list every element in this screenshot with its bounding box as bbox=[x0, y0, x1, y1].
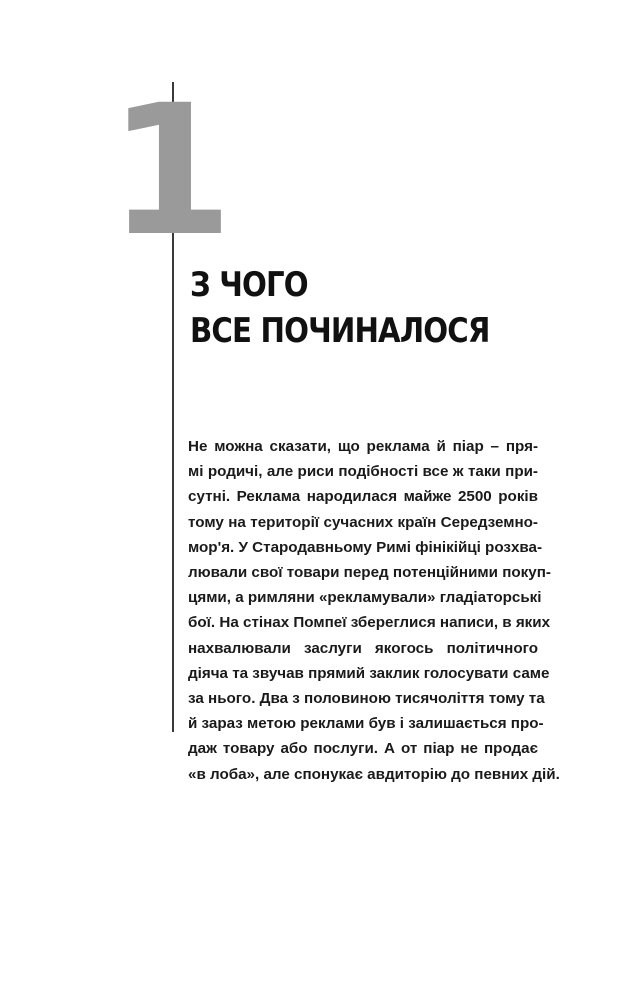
body-text-line: мор'я. У Стародавньому Римі фінікійці розхва- bbox=[188, 538, 543, 556]
chapter-number: 1 bbox=[108, 67, 228, 276]
body-text-line: сутні. Реклама народилася майже 2500 років bbox=[188, 488, 538, 506]
body-text-line: мі родичі, але риси подібності все ж таки при- bbox=[188, 463, 538, 481]
body-text-line: Не можна сказати, що реклама й піар – пря- bbox=[188, 438, 538, 455]
chapter-title bbox=[190, 262, 551, 354]
body-text-line: за нього. Два з половиною тисячоліття тому та bbox=[188, 690, 545, 708]
body-text-line: тому на території сучасних країн Середземно- bbox=[188, 513, 538, 531]
body-text-line: бої. На стінах Помпеї збереглися написи, в яких bbox=[188, 614, 551, 632]
body-text-line: й зараз метою реклами був і залишається про- bbox=[188, 715, 544, 733]
chapter-title-line: ВСЕ ПОЧИНАЛОСЯ bbox=[190, 311, 490, 351]
body-text-line: даж товару або послуги. А от піар не продає bbox=[188, 740, 538, 758]
body-text-line: діяча та звучав прямий заклик голосувати саме bbox=[188, 664, 550, 682]
body-text-line: цями, а римляни «рекламували» гладіаторські bbox=[188, 589, 542, 607]
body-text-line: «в лоба», але спонукає авдиторію до певних дій. bbox=[188, 765, 560, 783]
body-text-line: нахвалювали заслуги якогось політичного bbox=[188, 639, 538, 657]
body-text-line: лювали свої товари перед потенційними покуп- bbox=[188, 564, 551, 582]
chapter-body-text bbox=[188, 434, 560, 787]
chapter-title-line: З ЧОГО bbox=[190, 265, 308, 305]
